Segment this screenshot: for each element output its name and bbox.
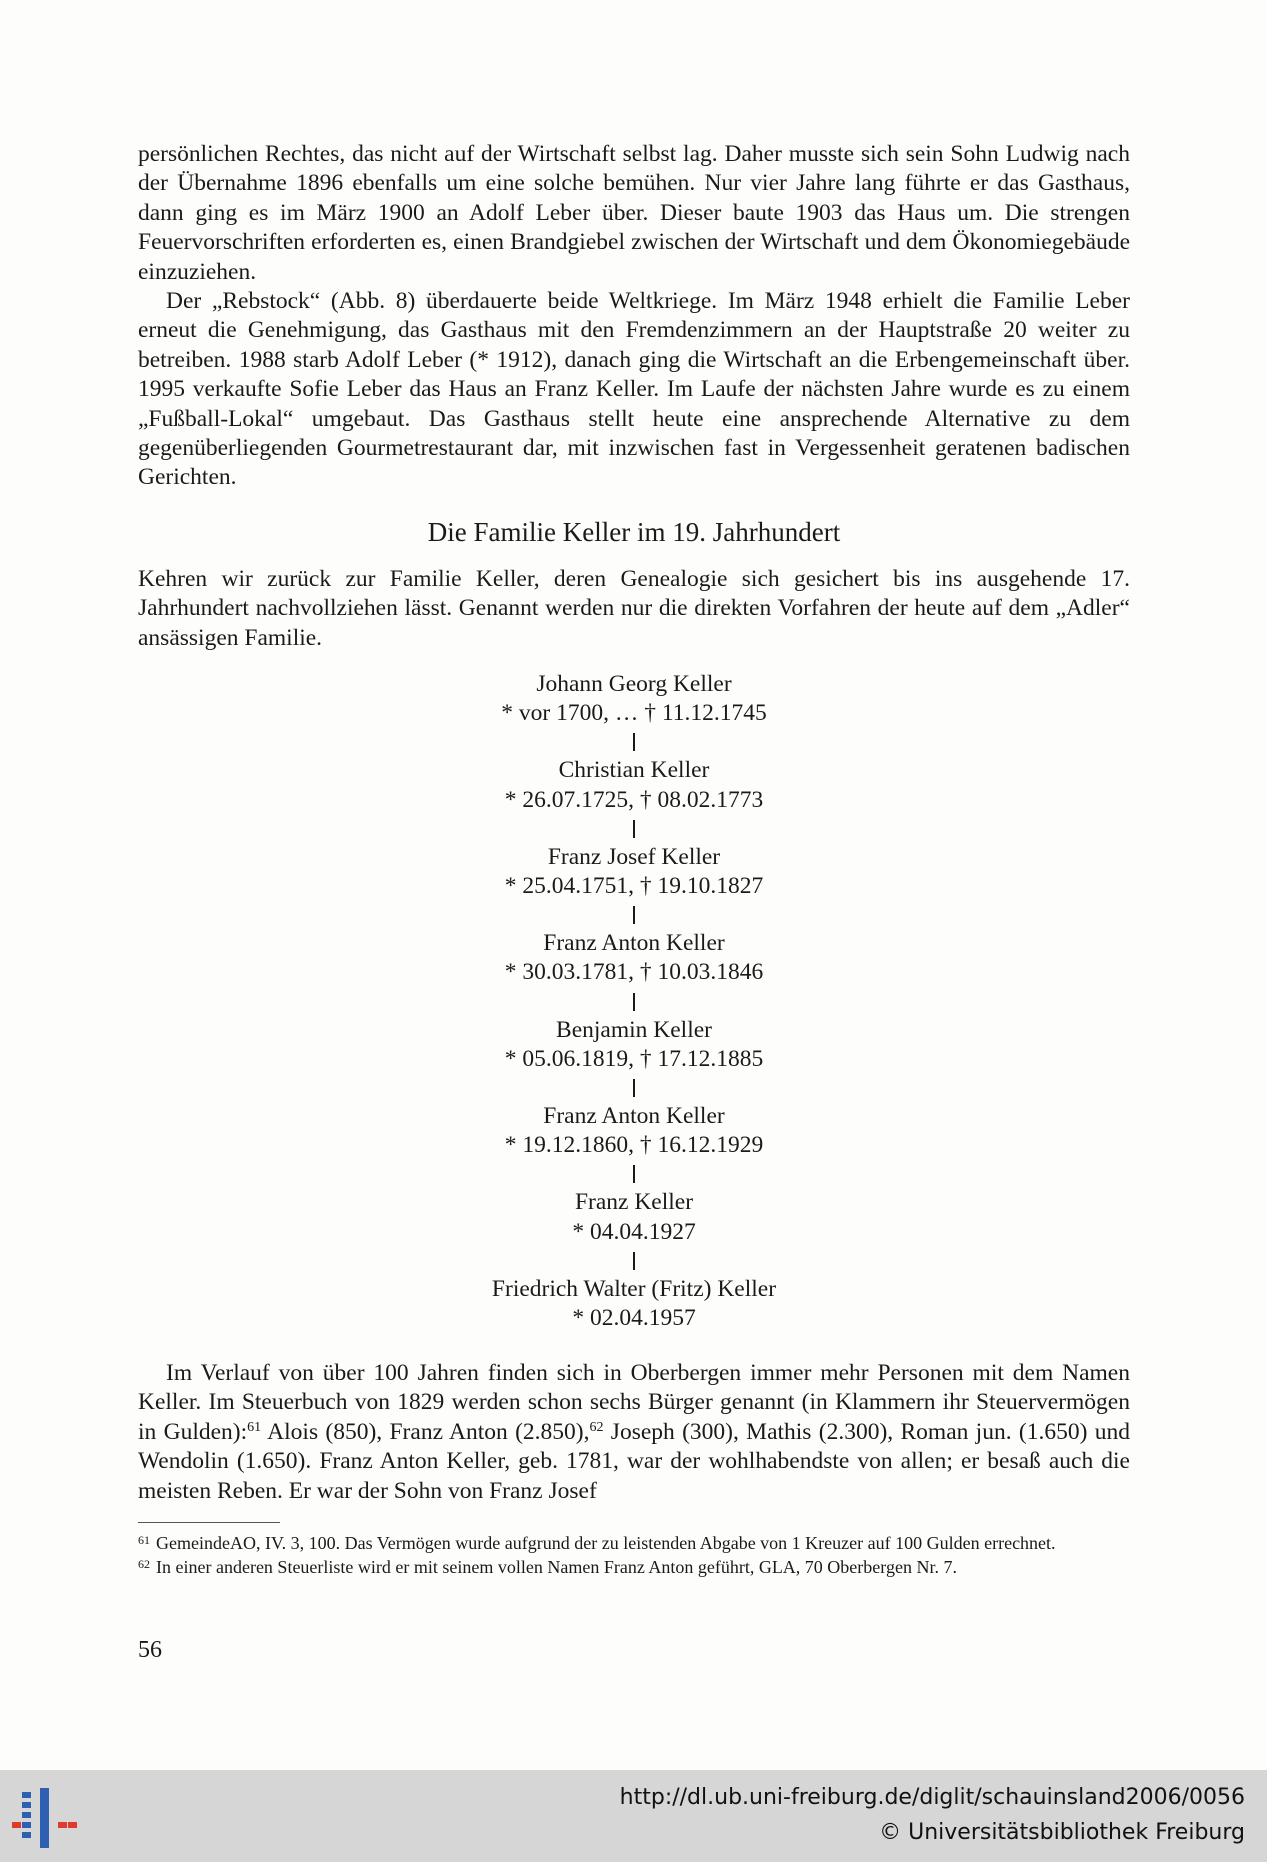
person-name: Franz Keller xyxy=(574,1189,694,1216)
genealogy-person xyxy=(388,1102,880,1160)
person-name: Christian Keller xyxy=(558,757,710,784)
paragraph-rebstock: Der „Rebstock“ (Abb. 8) überdauerte beide Weltkriege. Im März 1948 erhielt die Familie Leber erneut die Genehmigung, das Gasthaus mit den Fremdenzimmern an der Hauptstraße 20 weiter zu betreiben. 1988 starb Adolf Leber (* 1912), danach ging die Wirtschaft an die Erbengemeinschaft über. 1995 verkaufte Sofie Leber das Haus an Franz Keller. Im Laufe der nächsten Jahre wurde es zu einem „Fußball-Lokal“ umgebaut. Das Gasthaus stellt heute eine ansprechende Alternative zu dem gegenüberliegenden Gourmetrestaurant dar, mit inzwischen fast in Vergessenheit geratenen badischen Gerichten. xyxy=(138,288,1130,491)
person-dates: * 25.04.1751, † 19.10.1827 xyxy=(504,873,764,900)
person-name: Friedrich Walter (Fritz) Keller xyxy=(491,1275,777,1302)
body-text-bottom xyxy=(138,1359,1130,1506)
genealogy-person xyxy=(388,670,880,728)
genealogy-person xyxy=(388,1188,880,1246)
viewer-footer xyxy=(0,1770,1267,1862)
lineage-connector xyxy=(633,1252,635,1270)
lineage-connector xyxy=(633,1079,635,1097)
footnote-reference[interactable]: 61 xyxy=(247,1419,262,1435)
genealogy-person xyxy=(388,929,880,987)
copyright-text: © Universitätsbibliothek Freiburg xyxy=(879,1820,1245,1845)
footnote-number: 61 xyxy=(138,1533,150,1547)
person-dates: * 26.07.1725, † 08.02.1773 xyxy=(504,786,764,813)
footnote-reference[interactable]: 62 xyxy=(589,1419,604,1435)
body-text-top xyxy=(138,140,1130,493)
person-dates: * 04.04.1927 xyxy=(572,1218,696,1245)
footnotes xyxy=(138,1531,1130,1579)
genealogy-tree xyxy=(388,670,880,1333)
text-run: Im Verlauf von über 100 Jahren finden sich in Oberbergen immer mehr Personen mit dem Namen Keller. Im Steuerbuch von 1829 werden schon sechs Bürger genannt (in Klammern ihr Steuervermögen in Gulden): xyxy=(138,1360,1130,1445)
paragraph-steuerbuch xyxy=(138,1359,1130,1506)
text-run: Alois (850), Franz Anton (2.850), xyxy=(261,1418,590,1445)
person-dates: * 19.12.1860, † 16.12.1929 xyxy=(504,1132,764,1159)
genealogy-person xyxy=(388,843,880,901)
person-dates: * 02.04.1957 xyxy=(572,1305,696,1332)
lineage-connector xyxy=(633,1165,635,1183)
person-name: Franz Anton Keller xyxy=(543,1103,725,1130)
lineage-connector xyxy=(633,820,635,838)
person-dates: * 30.03.1781, † 10.03.1846 xyxy=(504,959,764,986)
person-name: Johann Georg Keller xyxy=(536,671,732,697)
footnote-number: 62 xyxy=(138,1557,150,1571)
text-run: Joseph (300), Mathis (2.300), Roman jun. (1.650) und Wendolin (1.650). Franz Anton Keller, geb. 1781, war der wohlhabendste von allen; er besaß auch die meisten Reben. Er war der Sohn von Franz Josef xyxy=(138,1418,1130,1504)
person-name: Franz Anton Keller xyxy=(543,930,725,957)
ub-freiburg-logo-icon[interactable] xyxy=(12,1786,82,1850)
section-heading: Die Familie Keller im 19. Jahrhundert xyxy=(427,517,841,547)
footnote-text: In einer anderen Steuerliste wird er mit seinem vollen Namen Franz Anton geführt, GLA, 70 Oberbergen Nr. 7. xyxy=(156,1557,957,1577)
person-name: Benjamin Keller xyxy=(556,1016,712,1043)
person-dates: * vor 1700, … † 11.12.1745 xyxy=(501,700,767,727)
footnote-divider xyxy=(138,1522,280,1523)
paragraph-genealogy-intro: Kehren wir zurück zur Familie Keller, deren Genealogie sich gesichert bis ins ausgehende 17. Jahrhundert nachvollziehen lässt. Genannt werden nur die direkten Vorfahren der heute auf dem „Adler“ ansässigen Familie. xyxy=(138,566,1130,651)
footnote-item xyxy=(138,1531,1130,1555)
person-name: Franz Josef Keller xyxy=(547,843,721,870)
lineage-connector xyxy=(633,993,635,1011)
paragraph-continuation: persönlichen Rechtes, das nicht auf der Wirtschaft selbst lag. Daher musste sich sein Sohn Ludwig nach der Übernahme 1896 ebenfalls um eine solche bemühen. Nur vier Jahre lang führte er das Gasthaus, dann ging es im März 1900 an Adolf Leber über. Dieser baute 1903 das Haus um. Die strengen Feuervorschriften erforderten es, einen Brandgiebel zwischen der Wirtschaft und dem Ökonomiegebäude einzuziehen. xyxy=(138,141,1130,285)
body-text-intro xyxy=(138,565,1130,653)
footnote-text: GemeindeAO, IV. 3, 100. Das Vermögen wurde aufgrund der zu leistenden Abgabe von 1 Kreuzer auf 100 Gulden errechnet. xyxy=(156,1533,1056,1553)
lineage-connector xyxy=(633,733,635,751)
genealogy-person xyxy=(388,1275,880,1333)
genealogy-person xyxy=(388,1016,880,1074)
genealogy-person xyxy=(388,756,880,814)
footnote-item xyxy=(138,1555,1130,1579)
person-dates: * 05.06.1819, † 17.12.1885 xyxy=(504,1045,764,1072)
page-number: 56 xyxy=(138,1637,162,1663)
document-url-link[interactable]: http://dl.ub.uni-freiburg.de/diglit/schauinsland2006/0056 xyxy=(619,1785,1245,1810)
lineage-connector xyxy=(633,906,635,924)
